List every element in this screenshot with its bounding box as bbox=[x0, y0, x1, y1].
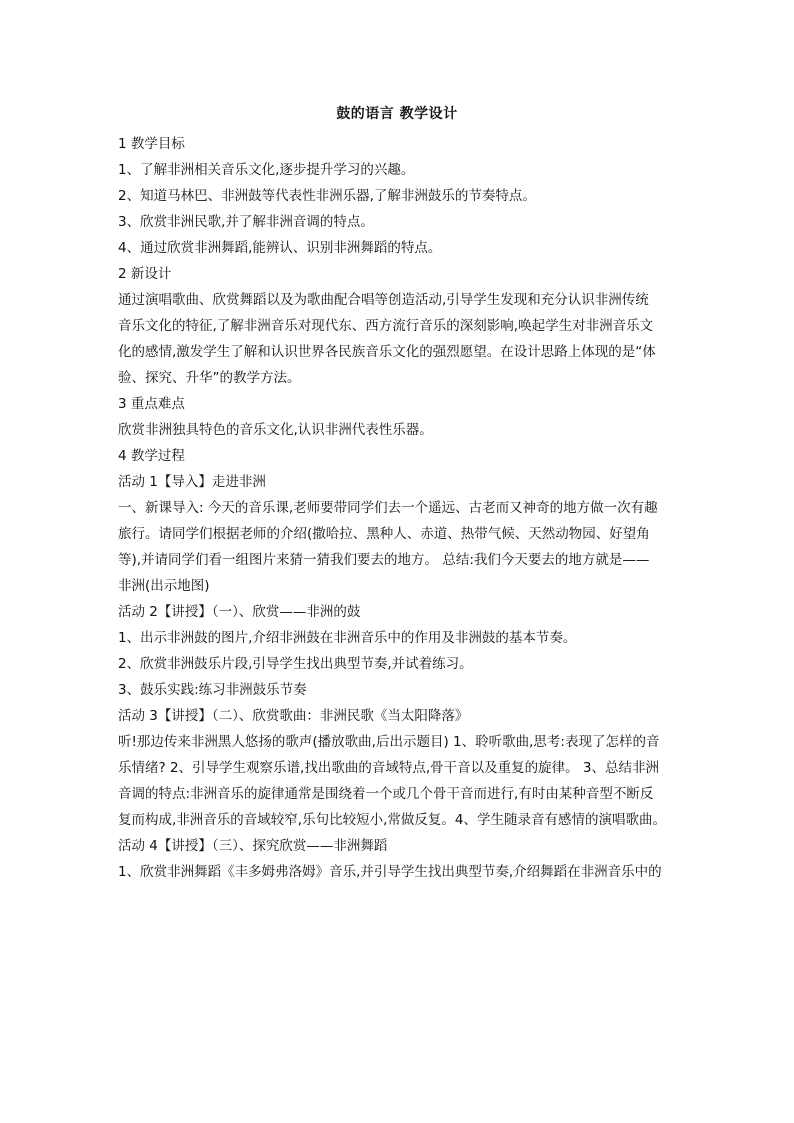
activity-2-item-3: 3、鼓乐实践:练习非洲鼓乐节奏 bbox=[118, 682, 307, 698]
text-line: 复而构成,非洲音乐的音域较窄,乐句比较短小,常做反复。4、学生随录音有感情的演唱歌曲。 bbox=[118, 812, 666, 828]
text-line: 验、探究、升华”的教学方法。 bbox=[118, 370, 301, 386]
objective-item-1: 1、了解非洲相关音乐文化,逐步提升学习的兴趣。 bbox=[118, 162, 415, 178]
activity-3-heading: 活动 3【讲授】（二）、欣赏歌曲：非洲民歌《当太阳降落》 bbox=[118, 708, 469, 724]
activity-2-item-2: 2、欣赏非洲鼓乐片段,引导学生找出典型节奏,并试着练习。 bbox=[118, 656, 473, 672]
text-line: 等),并请同学们看一组图片来猜一猜我们要去的地方。 总结:我们今天要去的地方就是—— bbox=[118, 552, 650, 568]
document-title: 鼓的语言 教学设计 bbox=[336, 106, 458, 122]
section-heading-key-points: 3 重点难点 bbox=[118, 396, 185, 412]
section-heading-design: 2 新设计 bbox=[118, 266, 172, 282]
activity-2-item-1: 1、出示非洲鼓的图片,介绍非洲鼓在非洲音乐中的作用及非洲鼓的基本节奏。 bbox=[118, 630, 577, 646]
section-heading-objectives: 1 教学目标 bbox=[118, 136, 185, 152]
text-line: 乐情绪? 2、引导学生观察乐谱,找出歌曲的音域特点,骨干音以及重复的旋律。 3、总结非洲 bbox=[118, 760, 660, 776]
objective-item-3: 3、欣赏非洲民歌,并了解非洲音调的特点。 bbox=[118, 214, 374, 230]
song-paragraph bbox=[118, 729, 678, 833]
key-points-text: 欣赏非洲独具特色的音乐文化,认识非洲代表性乐器。 bbox=[118, 422, 433, 438]
text-line: 听!那边传来非洲黑人悠扬的歌声(播放歌曲,后出示题目) 1、聆听歌曲,思考:表现了怎样的音 bbox=[118, 734, 660, 750]
activity-4-item-1: 1、欣赏非洲舞蹈《丰多姆弗洛姆》音乐,并引导学生找出典型节奏,介绍舞蹈在非洲音乐中的 bbox=[118, 864, 662, 880]
design-paragraph bbox=[118, 287, 678, 391]
activity-4-heading: 活动 4【讲授】（三）、探究欣赏——非洲舞蹈 bbox=[118, 838, 388, 854]
objective-item-4: 4、通过欣赏非洲舞蹈,能辨认、识别非洲舞蹈的特点。 bbox=[118, 240, 442, 256]
section-heading-process: 4 教学过程 bbox=[118, 448, 185, 464]
text-line: 旅行。请同学们根据老师的介绍(撒哈拉、黑种人、赤道、热带气候、天然动物园、好望角 bbox=[118, 526, 650, 542]
intro-paragraph bbox=[118, 495, 678, 599]
activity-2-heading: 活动 2【讲授】（一）、欣赏——非洲的鼓 bbox=[118, 604, 361, 620]
text-line: 化的感情,激发学生了解和认识世界各民族音乐文化的强烈愿望。在设计思路上体现的是“体 bbox=[118, 344, 656, 360]
objective-item-2: 2、知道马林巴、非洲鼓等代表性非洲乐器,了解非洲鼓乐的节奏特点。 bbox=[118, 188, 536, 204]
text-line: 音乐文化的特征,了解非洲音乐对现代东、西方流行音乐的深刻影响,唤起学生对非洲音乐文 bbox=[118, 318, 654, 334]
text-line: 通过演唱歌曲、欣赏舞蹈以及为歌曲配合唱等创造活动,引导学生发现和充分认识非洲传统 bbox=[118, 292, 649, 308]
text-line: 音调的特点:非洲音乐的旋律通常是围绕着一个或几个骨干音而进行,有时由某种音型不断反 bbox=[118, 786, 654, 802]
text-line: 一、新课导入: 今天的音乐课,老师要带同学们去一个遥远、古老而又神奇的地方做一次有趣 bbox=[118, 500, 658, 516]
text-line: 非洲(出示地图) bbox=[118, 578, 210, 594]
document-body bbox=[118, 131, 678, 885]
activity-1-heading: 活动 1【导入】走进非洲 bbox=[118, 474, 266, 490]
